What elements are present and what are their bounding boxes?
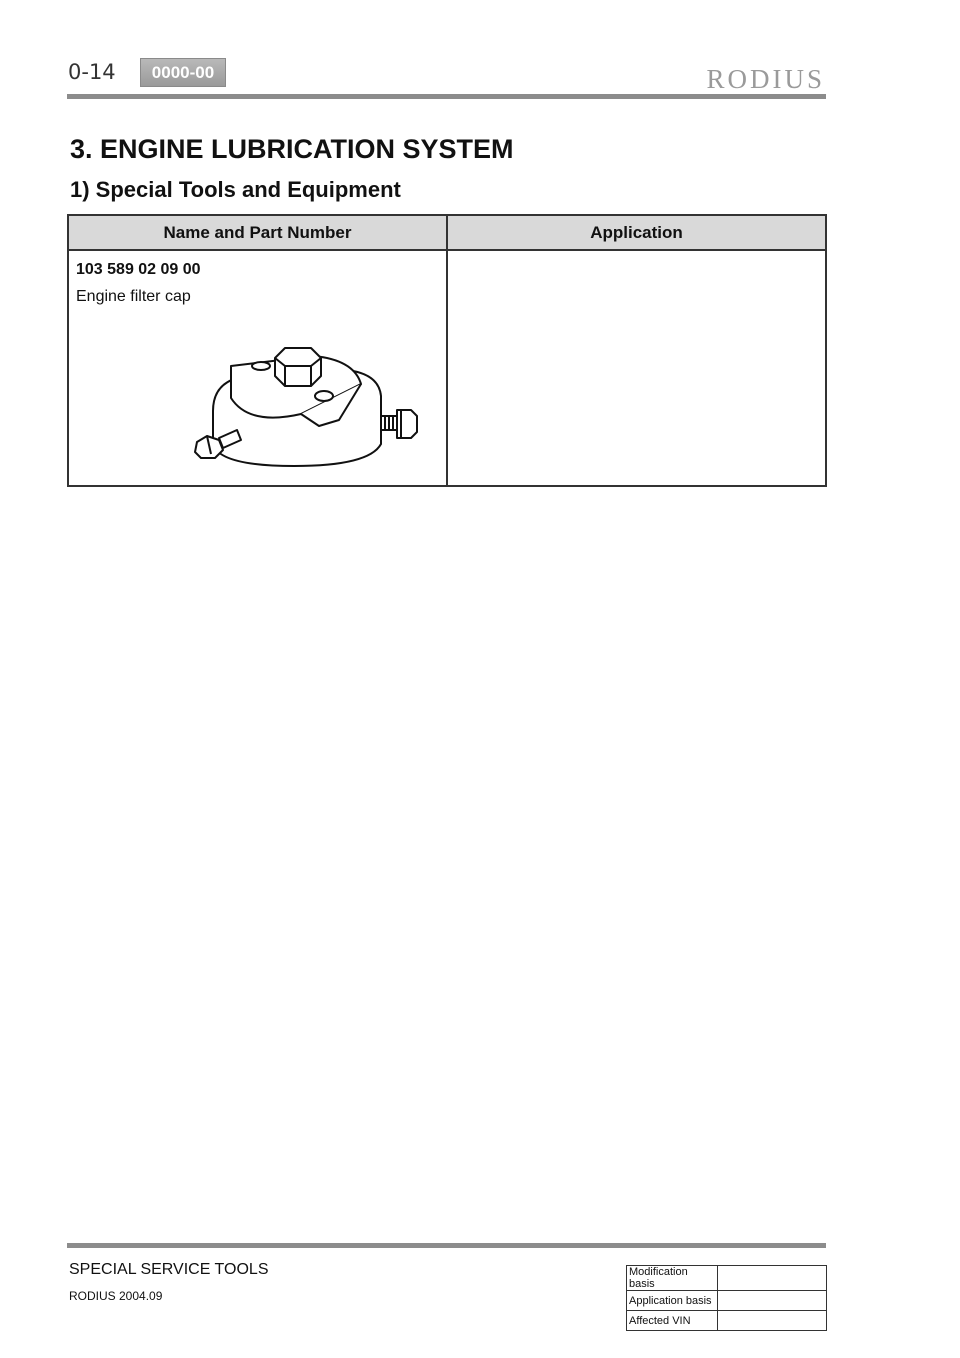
revision-row — [627, 1291, 827, 1311]
tool-name-cell — [68, 250, 447, 486]
part-name: Engine filter cap — [76, 288, 191, 305]
table-header-row — [68, 215, 826, 250]
footer-section-title: SPECIAL SERVICE TOOLS — [69, 1261, 269, 1278]
affected-vin-value — [718, 1311, 827, 1331]
tool-application-cell — [447, 250, 826, 486]
affected-vin-label: Affected VIN — [627, 1311, 718, 1331]
footer-divider — [67, 1243, 826, 1248]
application-basis-label: Application basis — [627, 1291, 718, 1311]
header-divider — [67, 94, 826, 99]
brand-logo: RODIUS — [706, 64, 825, 94]
section-code-badge: 0000-00 — [140, 58, 226, 87]
table-row — [68, 250, 826, 486]
engine-filter-cap-illustration — [189, 336, 419, 486]
application-basis-value — [718, 1291, 827, 1311]
modification-basis-value — [718, 1266, 827, 1291]
modification-basis-label: Modification basis — [627, 1266, 718, 1291]
page-number: 0-14 — [68, 60, 116, 84]
section-title: 3. ENGINE LUBRICATION SYSTEM — [70, 134, 514, 164]
revision-box — [626, 1265, 827, 1331]
column-header-application: Application — [447, 215, 826, 250]
part-number: 103 589 02 09 00 — [76, 261, 201, 278]
subsection-title: 1) Special Tools and Equipment — [70, 177, 401, 202]
revision-row — [627, 1311, 827, 1331]
column-header-name: Name and Part Number — [68, 215, 447, 250]
footer-document-date: RODIUS 2004.09 — [69, 1289, 163, 1303]
special-tools-table — [67, 214, 827, 487]
revision-row — [627, 1266, 827, 1291]
